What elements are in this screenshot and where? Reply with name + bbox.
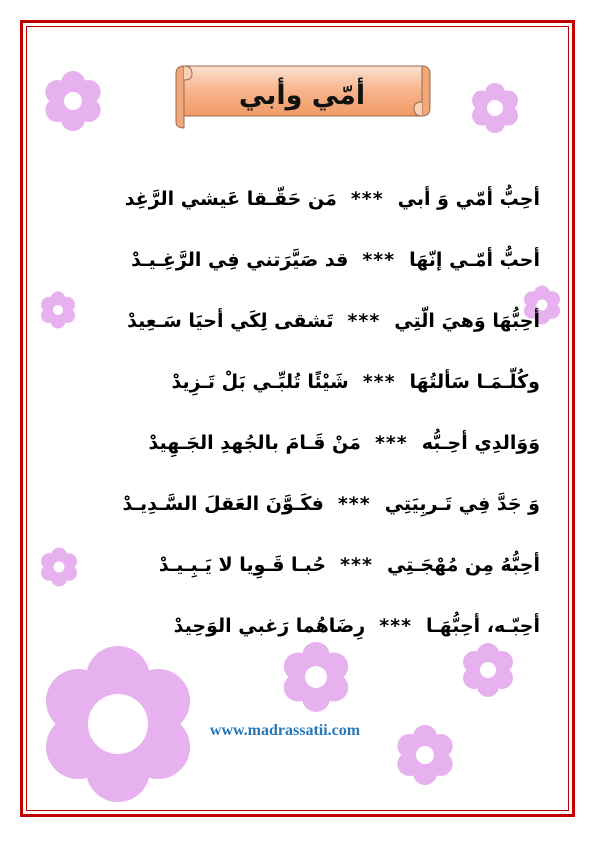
- page-title: أمّي وأبي: [238, 79, 366, 111]
- poem-line-3-separator: ***: [347, 309, 381, 332]
- poem-line-1: [55, 168, 540, 229]
- flower-decoration-top-left: [40, 68, 106, 134]
- poem-line-4: [55, 351, 540, 412]
- poem-line-5-separator: ***: [374, 431, 408, 454]
- flower-decoration-large-bottom-left: [34, 640, 202, 808]
- poem-line-7: [55, 534, 540, 595]
- poem-line-2-first-half: أحبُّ أمّـي إنّهَا: [409, 248, 540, 271]
- poem-line-6-separator: ***: [337, 492, 371, 515]
- poem-line-4-first-half: وكُلّـمَـا سَألتُهَا: [409, 370, 540, 393]
- title-banner: [172, 60, 432, 130]
- poem-line-8: [55, 595, 540, 656]
- flower-decoration-bottom-right-lower: [392, 722, 458, 788]
- poem: [55, 168, 540, 656]
- poem-line-8-first-half: أحِبّـه، أحِبُّهَـا: [426, 614, 540, 637]
- poem-line-7-separator: ***: [340, 553, 373, 576]
- poem-line-3: [55, 290, 540, 351]
- poem-line-5-first-half: وَوَالدِي أحِـبُّه: [421, 431, 540, 454]
- poem-line-7-second-half: حُبـا قَـوِيا لا يَـبِـيـدْ: [158, 553, 327, 576]
- poem-line-1-first-half: أحِبُّ أمّي وَ أبي: [397, 187, 540, 210]
- poem-line-8-separator: ***: [379, 614, 413, 637]
- poem-line-5: [55, 412, 540, 473]
- poem-line-3-first-half: أحِبُّهَا وَهيَ الّتِي: [394, 309, 540, 332]
- poem-line-7-first-half: أحِبُّهُ مِن مُهْجَـتِي: [386, 553, 540, 576]
- poem-line-4-separator: ***: [362, 370, 396, 393]
- poem-line-6-first-half: وَ جَدَّ فِي تَـربِيَتِي: [384, 492, 540, 515]
- poem-line-2: [55, 229, 540, 290]
- poem-line-6-second-half: فكَـوَّنَ العَقلَ السَّـدِيـدْ: [122, 492, 324, 515]
- flower-decoration-top-right: [467, 80, 523, 136]
- poem-line-2-second-half: قد صَيَّرَتني فِي الرَّغِـيـدْ: [131, 248, 349, 271]
- poem-line-8-second-half: رِضَاهُما رَغبي الوَحِيدْ: [173, 614, 366, 637]
- poem-line-1-separator: ***: [350, 187, 384, 210]
- poem-line-2-separator: ***: [362, 248, 396, 271]
- poem-line-1-second-half: مَن حَقّـقا عَيشي الرَّغِد: [124, 187, 337, 210]
- poem-line-6: [55, 473, 540, 534]
- website-link[interactable]: www.madrassatii.com: [209, 722, 361, 739]
- poem-line-5-second-half: مَنْ قَـامَ بالجُهدِ الجَـهِيدْ: [148, 431, 361, 454]
- poem-line-4-second-half: شَيْئًا تُلبِّـي بَلْ تَـزِيدْ: [171, 370, 349, 393]
- poem-line-3-second-half: تَشقى لِكَي أحيَا سَـعِيدْ: [127, 309, 334, 332]
